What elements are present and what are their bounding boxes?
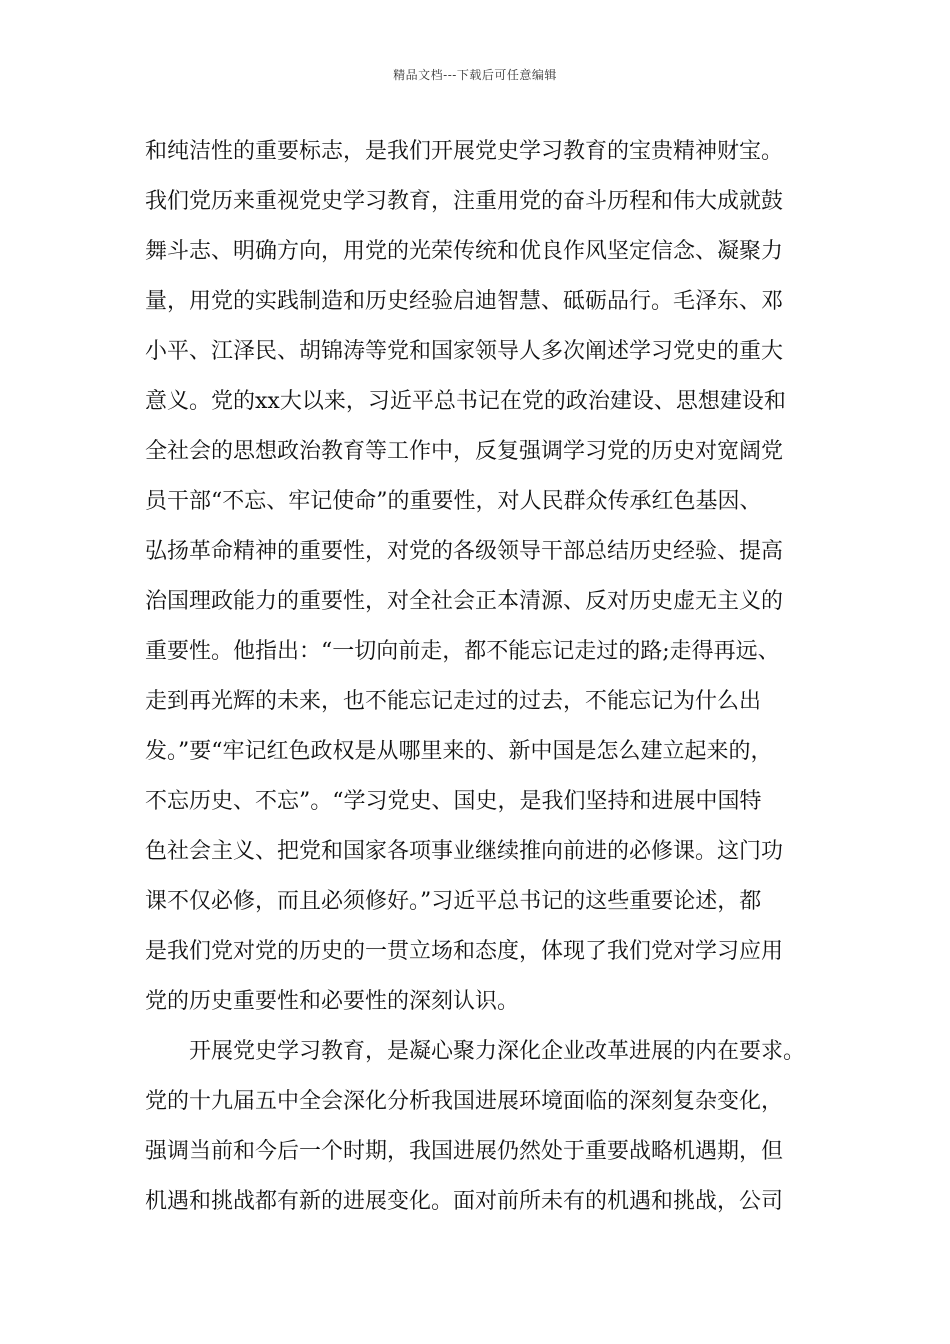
text-line: 和纯洁性的重要标志，是我们开展党史学习教育的宝贵精神财宝。	[145, 139, 784, 164]
text-line: 小平、江泽民、胡锦涛等党和国家领导人多次阐述学习党史的重大	[145, 339, 784, 364]
text-line: 发。”要“牢记红色政权是从哪里来的、新中国是怎么建立起来的，	[145, 739, 773, 764]
text-line: 不忘历史、不忘”。“学习党史、国史，是我们坚持和进展中国特	[145, 789, 762, 814]
text-line: 意义。党的xx大以来，习近平总书记在党的政治建设、思想建设和	[145, 389, 786, 414]
text-line: 强调当前和今后一个时期，我国进展仍然处于重要战略机遇期，但	[145, 1139, 784, 1164]
text-line: 课不仅必修，而且必须修好。”习近平总书记的这些重要论述，都	[145, 889, 762, 914]
text-line: 我们党历来重视党史学习教育，注重用党的奋斗历程和伟大成就鼓	[145, 189, 784, 214]
text-line: 治国理政能力的重要性，对全社会正本清源、反对历史虚无主义的	[145, 589, 784, 614]
text-line: 机遇和挑战都有新的进展变化。面对前所未有的机遇和挑战，公司	[145, 1189, 784, 1214]
body-text	[145, 127, 815, 1227]
text-line: 走到再光辉的未来，也不能忘记走过的过去，不能忘记为什么出	[145, 689, 762, 714]
paragraph-first-line: 开展党史学习教育，是凝心聚力深化企业改革进展的内在要求。	[189, 1039, 806, 1064]
text-line: 党的十九届五中全会深化分析我国进展环境面临的深刻复杂变化，	[145, 1089, 784, 1114]
text-line: 量，用党的实践制造和历史经验启迪智慧、砥砺品行。毛泽东、邓	[145, 289, 784, 314]
text-line: 色社会主义、把党和国家各项事业继续推向前进的必修课。这门功	[145, 839, 784, 864]
text-line: 是我们党对党的历史的一贯立场和态度，体现了我们党对学习应用	[145, 939, 784, 964]
text-line: 重要性。他指出：“一切向前走，都不能忘记走过的路;走得再远、	[145, 639, 780, 664]
text-line: 员干部“不忘、牢记使命”的重要性，对人民群众传承红色基因、	[145, 489, 762, 514]
text-line: 全社会的思想政治教育等工作中，反复强调学习党的历史对宽阔党	[145, 439, 784, 464]
page-header: 精品文档---下载后可任意编辑	[393, 68, 557, 82]
text-line: 党的历史重要性和必要性的深刻认识。	[145, 989, 520, 1014]
text-line: 舞斗志、明确方向，用党的光荣传统和优良作风坚定信念、凝聚力	[145, 239, 784, 264]
text-line: 弘扬革命精神的重要性，对党的各级领导干部总结历史经验、提高	[145, 539, 784, 564]
